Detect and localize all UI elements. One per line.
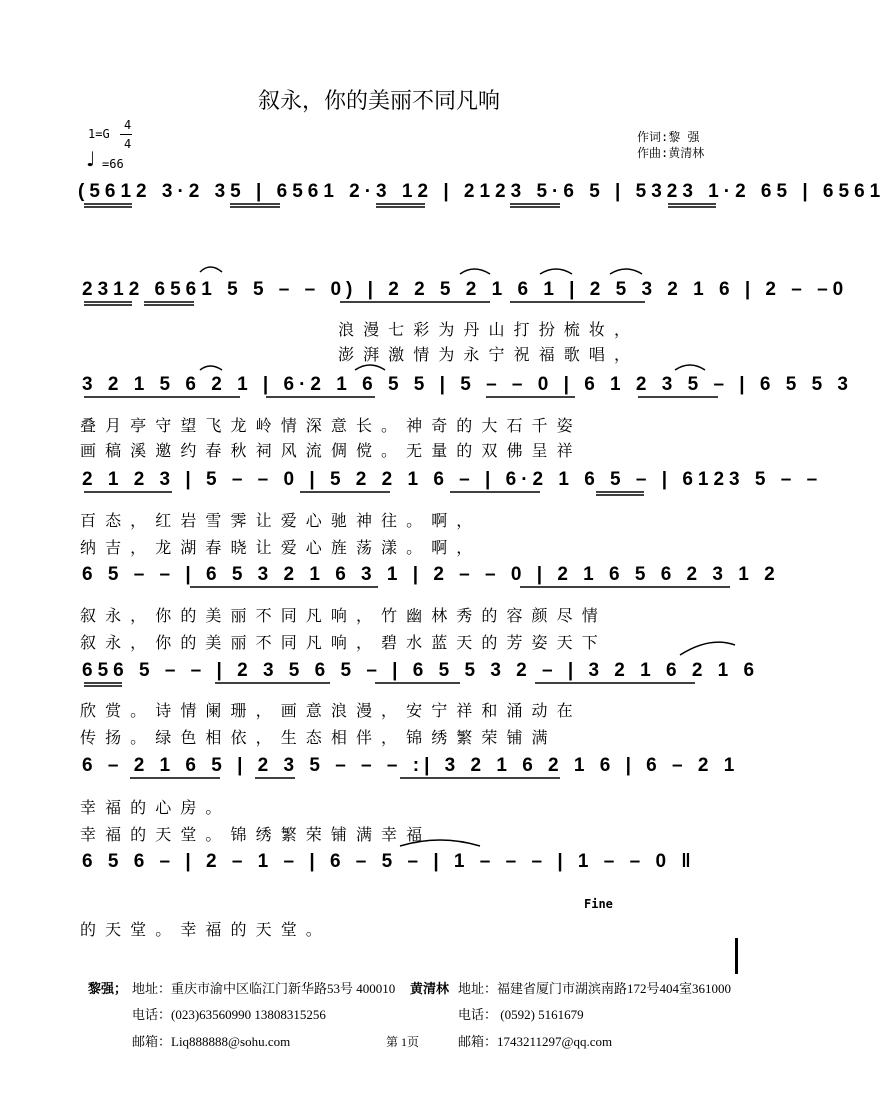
lyric-line-8: 的 天 堂 。 幸 福 的 天 堂 。 [80,920,324,939]
composer-credit: 作曲:黄清林 [637,146,705,160]
footer-lyricist-phone: 电话：(023)63560990 13808315256 [132,1007,326,1022]
lyric-line-2a: 浪 漫 七 彩 为 丹 山 打 扮 梳 妆 ， [338,320,632,339]
notation-line-1: (5612 3·2 35 | 6561 2·3 12 | 2123 5·6 5 | 5323 1·2 65 | 6561 [78,181,885,202]
lyric-line-6a: 欣 赏 。 诗 情 阑 珊 ， 画 意 浪 漫 ， 安 宁 祥 和 涌 动 在 [80,701,575,720]
footer-composer-phone: 电话： (0592) 5161679 [458,1007,584,1022]
notation-line-6: 656 5 – – | 2 3 5 6 5 – | 6 5 5 3 2 – | 3 2 1 6 2 1 6 [82,660,760,681]
notation-line-8: 6 5 6 – | 2 – 1 – | 6 – 5 – | 1 – – – | 1 – – 0 ‖ [82,851,696,872]
lyric-line-5b: 叙 永 ， 你 的 美 丽 不 同 凡 响 ， 碧 水 蓝 天 的 芳 姿 天 下 [80,633,600,652]
notation-line-5: 6 5 – – | 6 5 3 2 1 6 3 1 | 2 – – 0 | 2 1 6 5 6 2 3 1 2 [82,564,780,585]
footer-lyricist-email: 邮箱：Liq888888@sohu.com [132,1034,291,1049]
lyric-line-3a: 叠 月 亭 守 望 飞 龙 岭 情 深 意 长 。 神 奇 的 大 石 千 姿 [80,416,575,435]
quarter-note-icon: ♩ [86,147,96,171]
lyric-line-5a: 叙 永 ， 你 的 美 丽 不 同 凡 响 ， 竹 幽 林 秀 的 容 颜 尽 情 [80,606,600,625]
footer-composer-address: 地址：福建省厦门市湖滨南路172号404室361000 [458,981,732,996]
notation-line-7: 6 – 2 1 6 5 | 2 3 5 – – – :| 3 2 1 6 2 1 6 | 6 – 2 1 [82,755,740,776]
notation-line-4: 2 1 2 3 | 5 – – 0 | 5 2 2 1 6 – | 6·2 1 6 5 – | 6123 5 – – [82,469,823,490]
lyric-line-4b: 纳 吉 ， 龙 湖 春 晓 让 爱 心 旌 荡 漾 。 啊 ， [80,538,475,557]
notation-line-3: 3 2 1 5 6 2 1 | 6·2 1 6 5 5 | 5 – – 0 | 6 1 2 3 5 – | 6 5 5 3 [82,374,853,395]
time-signature-bottom: 4 [124,137,132,151]
notation-line-2: 2312 6561 5 5 – – 0) | 2 2 5 2 1 6 1 | 2 5 3 2 1 6 | 2 – –0 [82,279,849,300]
footer-lyricist-name: 黎强； [88,981,128,996]
lyric-line-7a: 幸 福 的 心 房 。 [80,798,224,817]
tempo-marking: =66 [102,157,124,171]
footer-lyricist-address: 地址：重庆市渝中区临江门新华路53号 400010 [132,981,396,996]
footer-composer-name: 黄清林 [410,981,450,996]
lyric-line-6b: 传 扬 。 绿 色 相 依 ， 生 态 相 伴 ， 锦 绣 繁 荣 铺 满 [80,728,550,747]
time-signature-top: 4 [124,118,132,132]
lyric-line-2b: 澎 湃 激 情 为 永 宁 祝 福 歌 唱 ， [338,345,632,364]
footer-composer-email: 邮箱：1743211297@qq.com [458,1034,613,1049]
lyric-line-3b: 画 稿 溪 邀 约 春 秋 祠 风 流 倜 傥 。 无 量 的 双 佛 呈 祥 [80,441,575,460]
lyric-line-7b: 幸 福 的 天 堂 。 锦 绣 繁 荣 铺 满 幸 福 [80,825,425,844]
key-signature: 1=G [88,127,110,141]
page-number: 第 1页 [386,1035,420,1049]
final-barline [735,938,738,974]
song-title: 叙永，你的美丽不同凡响 [258,89,501,114]
fine-marking: Fine [584,897,613,911]
lyricist-credit: 作词:黎 强 [637,130,700,144]
lyric-line-4a: 百 态 ， 红 岩 雪 霁 让 爱 心 驰 神 往 。 啊 ， [80,511,475,530]
